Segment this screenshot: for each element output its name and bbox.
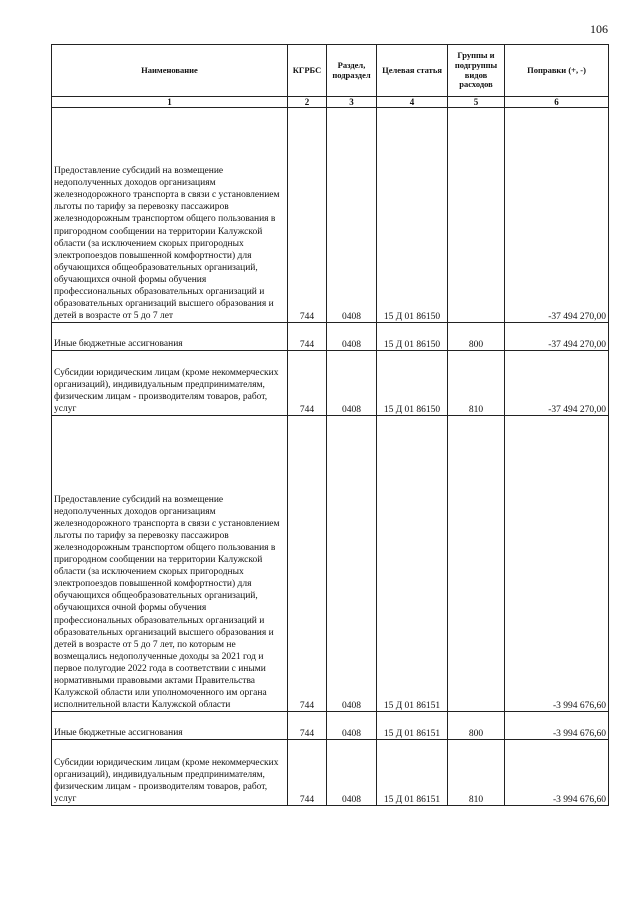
table-row	[52, 416, 609, 712]
row-target-article: 15 Д 01 86150	[377, 323, 448, 351]
row-amount: -3 994 676,60	[505, 740, 609, 806]
row-kgrbs: 744	[288, 712, 327, 740]
page-number: 106	[590, 22, 608, 36]
row-name: Предоставление субсидий на возмещение недополученных доходов организациям железнодорожного транспорта в связи с установлением льготы по тарифу за перевозку пассажиров железнодорожным транспортом общего пользования в пригородном сообщении на территории Калужской области (за исключением скорых пригородных электропоездов повышенной комфортности) для обучающихся общеобразовательных организаций, обучающихся очной формы обучения профессиональных образовательных организаций и образовательных организаций высшего образования и детей в возрасте от 5 до 7 лет	[52, 108, 288, 323]
row-target-article: 15 Д 01 86151	[377, 712, 448, 740]
header-target-article: Целевая статья	[377, 45, 448, 97]
row-target-article: 15 Д 01 86150	[377, 108, 448, 323]
row-name: Иные бюджетные ассигнования	[52, 323, 288, 351]
row-razdel: 0408	[327, 351, 377, 416]
header-expense-type: Группы и подгруппы видов расходов	[448, 45, 505, 97]
row-kgrbs: 744	[288, 416, 327, 712]
column-number-row	[52, 97, 609, 108]
row-expense-type	[448, 416, 505, 712]
row-razdel: 0408	[327, 740, 377, 806]
row-expense-type: 800	[448, 712, 505, 740]
row-target-article: 15 Д 01 86151	[377, 416, 448, 712]
table-row	[52, 323, 609, 351]
row-amount: -37 494 270,00	[505, 323, 609, 351]
column-number: 1	[52, 97, 288, 108]
row-name: Иные бюджетные ассигнования	[52, 712, 288, 740]
header-razdel: Раздел, подраздел	[327, 45, 377, 97]
row-kgrbs: 744	[288, 323, 327, 351]
row-target-article: 15 Д 01 86151	[377, 740, 448, 806]
row-razdel: 0408	[327, 323, 377, 351]
row-razdel: 0408	[327, 108, 377, 323]
row-razdel: 0408	[327, 416, 377, 712]
row-kgrbs: 744	[288, 108, 327, 323]
column-number: 2	[288, 97, 327, 108]
column-number: 4	[377, 97, 448, 108]
table-row	[52, 740, 609, 806]
row-expense-type: 810	[448, 740, 505, 806]
row-expense-type	[448, 108, 505, 323]
table-row	[52, 108, 609, 323]
row-kgrbs: 744	[288, 740, 327, 806]
row-amount: -37 494 270,00	[505, 108, 609, 323]
row-name: Предоставление субсидий на возмещение недополученных доходов организациям железнодорожного транспорта в связи с установлением льготы по тарифу за перевозку пассажиров железнодорожным транспортом общего пользования в пригородном сообщении на территории Калужской области (за исключением скорых пригородных электропоездов повышенной комфортности) для обучающихся общеобразовательных организаций, обучающихся очной формы обучения профессиональных образовательных организаций и образовательных организаций высшего образования и детей в возрасте от 5 до 7 лет, по которым не возмещались недополученные доходы за 2021 год и первое полугодие 2022 года в соответствии с иными нормативными правовыми актами Правительства Калужской области или уполномоченного им органа исполнительной власти Калужской области	[52, 416, 288, 712]
row-expense-type: 810	[448, 351, 505, 416]
row-name: Субсидии юридическим лицам (кроме некоммерческих организаций), индивидуальным предпринимателям, физическим лицам - производителям товаров, работ, услуг	[52, 351, 288, 416]
header-amendments: Поправки (+, -)	[505, 45, 609, 97]
header-name: Наименование	[52, 45, 288, 97]
table-row	[52, 712, 609, 740]
table-row	[52, 351, 609, 416]
row-amount: -3 994 676,60	[505, 416, 609, 712]
column-number: 3	[327, 97, 377, 108]
budget-table	[51, 44, 609, 806]
row-razdel: 0408	[327, 712, 377, 740]
row-amount: -3 994 676,60	[505, 712, 609, 740]
row-amount: -37 494 270,00	[505, 351, 609, 416]
row-target-article: 15 Д 01 86150	[377, 351, 448, 416]
column-number: 5	[448, 97, 505, 108]
header-row	[52, 45, 609, 97]
row-name: Субсидии юридическим лицам (кроме некоммерческих организаций), индивидуальным предпринимателям, физическим лицам - производителям товаров, работ, услуг	[52, 740, 288, 806]
column-number: 6	[505, 97, 609, 108]
row-expense-type: 800	[448, 323, 505, 351]
header-kgrbs: КГРБС	[288, 45, 327, 97]
row-kgrbs: 744	[288, 351, 327, 416]
